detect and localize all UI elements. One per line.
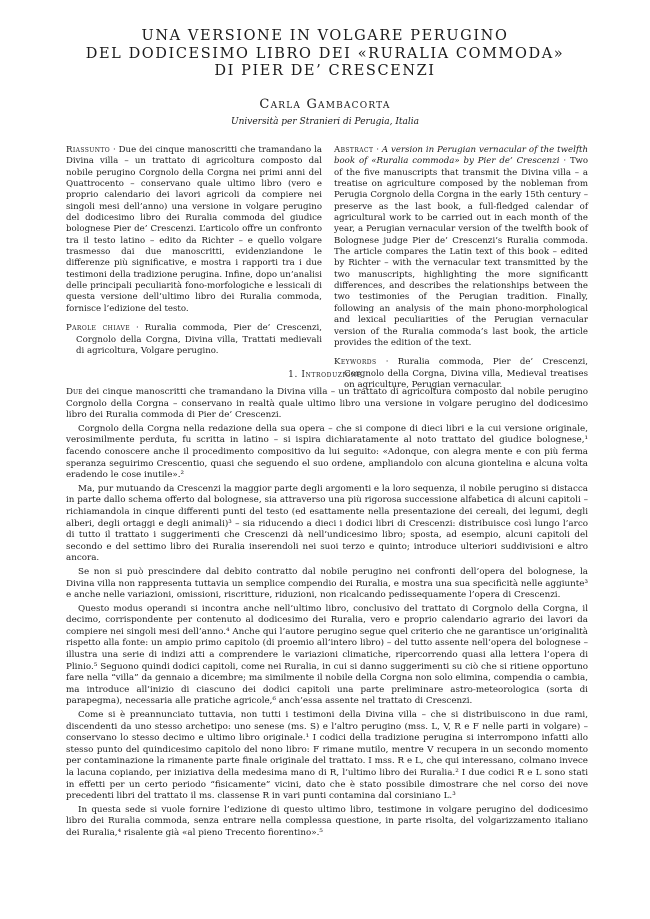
title-line: DI PIER DE’ CRESCENZI xyxy=(214,63,436,79)
article-title xyxy=(0,28,650,81)
title-line: DEL DODICESIMO LIBRO DEI «RURALIA COMMODA» xyxy=(85,45,565,62)
body-paragraph: Ma, pur mutuando da Crescenzi la maggior parte degli argomenti e la loro sequenza, il nobile perugino si distacca in parte dallo schema offerto dal bolognese, sia attraverso una più rigorosa successione alfabetica di alcuni capitoli – richiamandola in cinque differenti punti del testo (ed esattamente nella presentazione dei cereali, dei legumi, degli alberi, degli ortaggi e degli animali)³ – sia riducendo a dieci i dodici libri di Crescenzi: distribuisce così lungo l’arco di tutto il trattato i suggerimenti che Crescenzi dà nell’undicesimo libro; sposta, ad esempio, alcuni capitoli del secondo e del settimo libro dei Ruralia inserendoli nei suoi terzo e quinto; introduce ulteriori suddivisioni e altro ancora. xyxy=(66,483,588,564)
label-separator: · xyxy=(373,145,382,155)
riassunto-text: Due dei cinque manoscritti che tramandano la Divina villa – un trattato di agricoltura composto dal nobile perugino Corgnolo della Corgna nei primi anni del Quattrocento – conservano quale ultimo libro (vero e proprio calendario dei lavori agricoli da compiere nei singoli mesi dell’anno) una versione in volgare perugino del dodicesimo libro dei Ruralia commoda del giudice bolognese Pier de’ Crescenzi. L’articolo offre un confronto tra il testo latino – edito da Richter – e quello volgare trasmesso dai due manoscritti, evidenziandone le differenze più significative, e mostra i rapporti tra i due testimoni della tradizione perugina. Infine, dopo un’analisi delle principali peculiarità fono-morfologiche e lessicali di questa versione dell’ultimo libro dei Ruralia commoda, fornisce l’edizione del testo. xyxy=(66,145,322,314)
keywords-text: Ruralia commoda, Pier de’ Crescenzi, Corgnolo della Corgna, Divina villa, Medieval treatises on agriculture, Perugian vernacular. xyxy=(344,357,589,390)
body-paragraph xyxy=(66,387,588,422)
riassunto-block xyxy=(66,145,322,315)
label-separator: · xyxy=(110,145,119,155)
abstract-text: · Two of the five manuscripts that transmit the Divina villa – a treatise on agriculture composed by the nobleman from Perugia Corgnolo della Corgna in the early 15th century – preserve as the last book, a full-fledged calendar of agricultural work to be carried out in each month of the year, a Perugian vernacular version of the twelfth book of Bolognese judge Pier de’ Crescenzi’s Ruralia commoda. The article compares the Latin text of this book – edited by Richter – with the vernacular text transmitted by the two manuscripts, highlighting the more significantt differences, and describes the relationships between the two testimonies of the Perugian tradition. Finally, following an analysis of the main phono-morphological and lexical peculiarities of the Perugian vernacular version of the Ruralia commoda’s last book, the article provides the edition of the text. xyxy=(334,156,588,348)
abstract-label: Abstract xyxy=(334,145,374,155)
author-affiliation: Università per Stranieri di Perugia, Italia xyxy=(230,117,420,127)
parole-chiave-text: Ruralia commoda, Pier de’ Crescenzi, Corgnolo della Corgna, Divina villa, Trattati medievali di agricoltura, Volgare perugino. xyxy=(76,323,323,356)
article-body xyxy=(66,387,588,842)
italian-abstract-column xyxy=(66,145,322,357)
section-heading: 1. Introduzione xyxy=(288,370,362,380)
abstract-block xyxy=(334,145,588,349)
body-paragraph: Corgnolo della Corgna nella redazione della sua opera – che si compone di dieci libri e la cui versione originale, verosimilmente perduta, fu scritta in latino – si ispira dichiaratamente al noto trattato del giudice bolognese,¹ facendo conoscere anche il procedimento compositivo da lui seguito: «Adonque, con alegra mente e con più ferma speranza seguirimo Crescentio, quasi che seguendo el suo ordene, ampliandolo con alcuna giontelina e alcuna volta eradendo le cose inutile».² xyxy=(66,423,588,481)
parole-chiave-block xyxy=(66,323,322,357)
body-paragraph: Se non si può prescindere dal debito contratto dal nobile perugino nei confronti dell’opera del bolognese, la Divina villa non rappresenta tuttavia un semplice compendio dei Ruralia, e mostra una sua specificità nelle aggiunte³ e anche nelle variazioni, omissioni, riscritture, riduzioni, non ricalcando pedissequamente l’opera di Crescenzi. xyxy=(66,566,588,601)
author-name: Carla Gambacorta xyxy=(259,97,391,112)
body-paragraph: Come si è preannunciato tuttavia, non tutti i testimoni della Divina villa – che si distribuiscono in due rami, discendenti da uno stesso archetipo: uno senese (ms. S) e l’altro perugino (mss. L, V, R e F nelle parti in volgare) – conservano lo stesso decimo e ultimo libro originale.¹ I codici della tradizione perugina si interrompono infatti allo stesso punto del quindicesimo capitolo del nono libro: F rimane mutilo, mentre V recupera in un secondo momento per contaminazione la rimanente parte finale originale del trattato. I mss. R e L, che qui interessano, colmano invece la lacuna copiando, per iniziativa della medesima mano di R, l’ultimo libro dei Ruralia.² I due codici R e L sono stati in effetti per un certo periodo “fisicamente” vicini, dato che è stato possibile dimostrare che nel corso dei nove precedenti libri del trattato il ms. classense R in vari punti contamina dal corsiniano L.³ xyxy=(66,710,588,802)
label-separator: · xyxy=(130,323,145,334)
keywords-label: Keywords xyxy=(334,357,377,368)
paragraph-text: dei cinque manoscritti che tramandano la Divina villa – un trattato di agricoltura composto dal nobile perugino Corgnolo della Corgna – conservano in realtà quale ultimo libro una versione in volgare perugino del dodicesimo libro dei Ruralia commoda di Pier de’ Crescenzi. xyxy=(66,387,588,421)
body-paragraph: Questo modus operandi si incontra anche nell’ultimo libro, conclusivo del trattato di Corgnolo della Corgna, il decimo, corrispondente per contenuto al dodicesimo dei Ruralia, vero e proprio calendario agrario dei lavori da compiere nei singoli mesi dell’anno.⁴ Anche qui l’autore perugino segue quel criterio che ne garantisce un’originalità rispetto alla fonte: un ampio primo capitolo (di proemio all’intero libro) – del tutto assente nell’opera del bolognese – illustra una serie di indizi atti a comprendere le variazioni climatiche, ripercorrendo quasi alla lettera l’opera di Plinio.⁵ Seguono quindi dodici capitoli, come nei Ruralia, in cui si danno suggerimenti su ciò che si ritiene opportuno fare nella “villa” da gennaio a dicembre; ma similmente il nobile della Corgna non solo elimina, compendia o cambia, ma introduce all’inizio di ciascuno dei dodici capitoli una parte preliminare astro-meteorologica (sorta di parapegma), necessaria alle pratiche agricole,⁶ anch’essa assente nel trattato di Crescenzi. xyxy=(66,603,588,707)
abstract-english-title: A version in Perugian vernacular of the twelfth book of «Ruralia commoda» by Pier de’ Crescenzi xyxy=(334,145,588,167)
riassunto-label: Riassunto xyxy=(66,145,111,155)
parole-chiave-label: Parole chiave xyxy=(66,323,131,334)
title-line: UNA VERSIONE IN VOLGARE PERUGINO xyxy=(141,28,509,44)
paragraph-lead: Due xyxy=(66,387,83,397)
body-paragraph: In questa sede si vuole fornire l’edizione di questo ultimo libro, testimone in volgare perugino del dodicesimo libro dei Ruralia commoda, senza entrare nella complessa questione, in parte risolta, del volgarizzamento italiano dei Ruralia,⁴ risalente già «al pieno Trecento fiorentino».⁵ xyxy=(66,804,588,838)
label-separator: · xyxy=(376,357,398,368)
english-abstract-column xyxy=(334,145,588,391)
